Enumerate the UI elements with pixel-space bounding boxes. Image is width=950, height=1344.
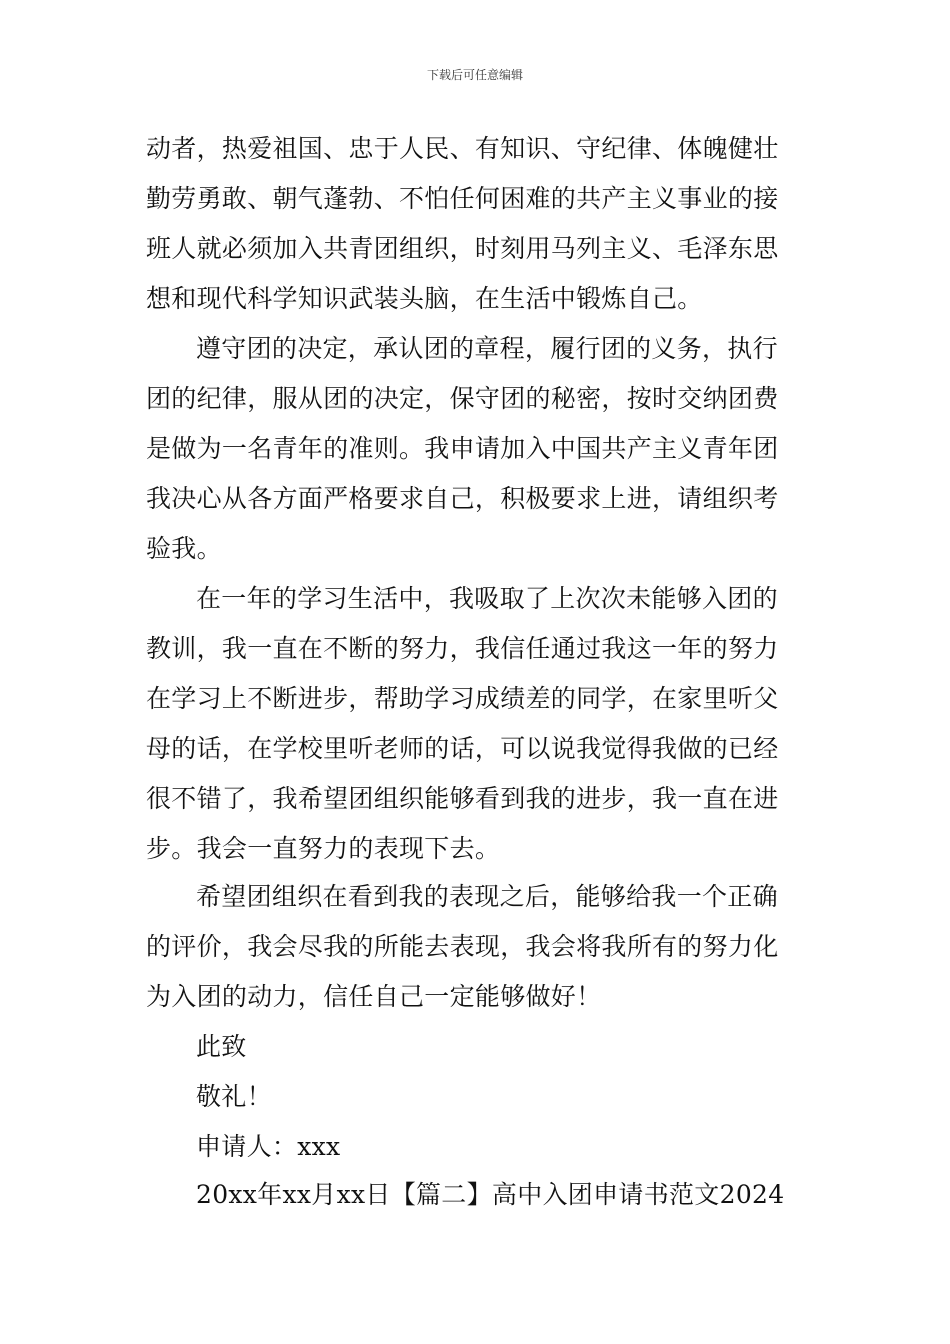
text-line: 动者，热爱祖国、忠于人民、有知识、守纪律、体魄健壮	[146, 134, 779, 163]
text-line: 团的纪律，服从团的决定，保守团的秘密，按时交纳团费	[146, 384, 779, 413]
text-line: 我决心从各方面严格要求自己，积极要求上进，请组织考	[146, 484, 779, 513]
paragraph-start: 希望团组织在看到我的表现之后，能够给我一个正确	[196, 882, 778, 911]
text-line: 验我。	[146, 534, 222, 563]
text-line: 的评价，我会尽我的所能去表现，我会将我所有的努力化	[146, 932, 779, 961]
download-note: 下载后可任意编辑	[426, 68, 523, 82]
closing-salutation: 此致	[196, 1032, 247, 1061]
paragraph-start: 遵守团的决定，承认团的章程，履行团的义务，执行	[196, 334, 778, 363]
text-line: 教训，我一直在不断的努力，我信任通过我这一年的努力	[146, 634, 779, 663]
text-line: 勤劳勇敢、朝气蓬勃、不怕任何困难的共产主义事业的接	[146, 184, 779, 213]
text-line: 在学习上不断进步，帮助学习成绩差的同学，在家里听父	[146, 684, 779, 713]
paragraph-start: 在一年的学习生活中，我吸取了上次次未能够入团的	[196, 584, 778, 613]
text-line: 母的话，在学校里听老师的话，可以说我觉得我做的已经	[146, 734, 779, 763]
text-line: 为入团的动力，信任自己一定能够做好！	[146, 982, 602, 1011]
closing-regards: 敬礼！	[196, 1082, 272, 1111]
text-line: 很不错了，我希望团组织能够看到我的进步，我一直在进	[146, 784, 779, 813]
text-line: 步。我会一直努力的表现下去。	[146, 834, 501, 863]
applicant-line: 申请人：xxx	[196, 1132, 341, 1161]
text-line: 是做为一名青年的准则。我申请加入中国共产主义青年团	[146, 434, 779, 463]
text-line: 班人就必须加入共青团组织，时刻用马列主义、毛泽东思	[146, 234, 779, 263]
date-and-section-title: 20xx年xx月xx日【篇二】高中入团申请书范文2024	[196, 1180, 785, 1209]
text-line: 想和现代科学知识武装头脑，在生活中锻炼自己。	[146, 284, 703, 313]
